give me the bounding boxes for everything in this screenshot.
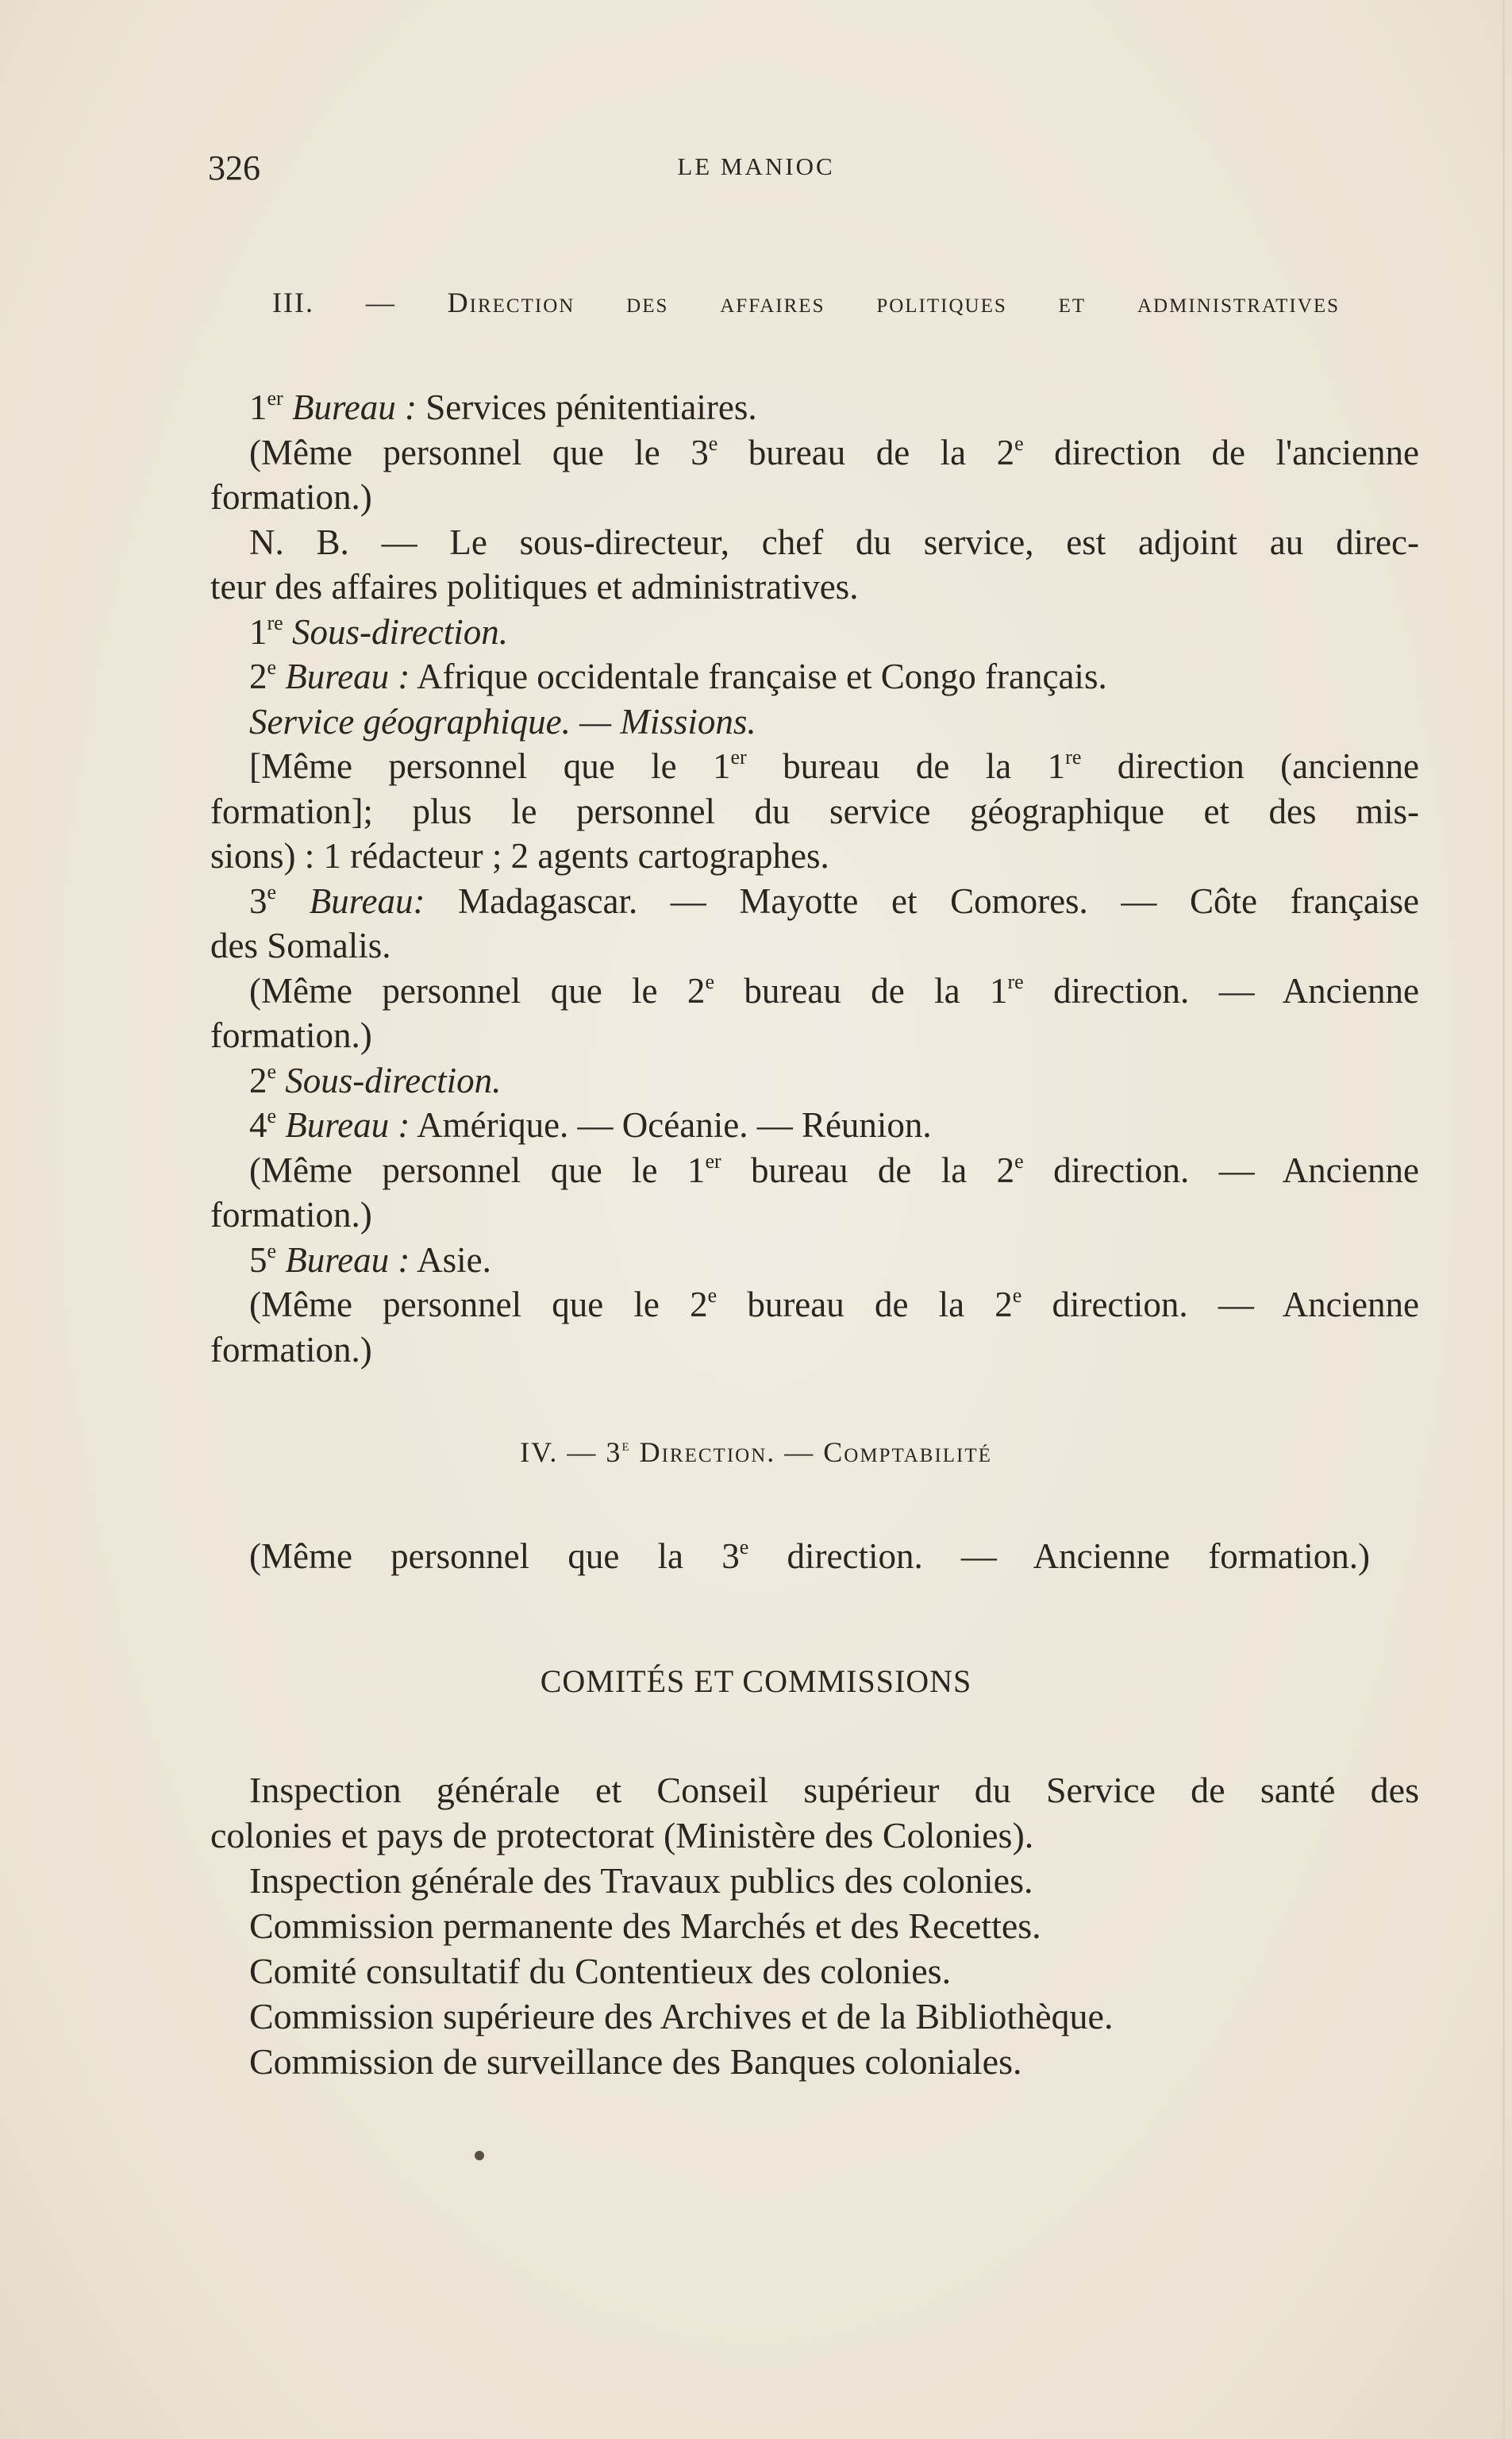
text-segment: direction. — Ancienne: [1023, 970, 1419, 1011]
italic-text: Bureau :: [276, 1239, 410, 1280]
text-segment: Commission de surveillance des Banques coloniales.: [249, 2041, 1022, 2082]
text-segment: 5: [249, 1239, 267, 1280]
text-segment: Inspection générale des Travaux publics des colonies.: [249, 1860, 1033, 1901]
text-segment: formation]; plus le personnel du service géographique et des mis-: [210, 791, 1419, 831]
text-line: [210, 1193, 1419, 1238]
text-segment: sions) : 1 rédacteur ; 2 agents cartographes.: [210, 836, 829, 876]
committees-heading: COMITÉS ET COMMISSIONS: [540, 1663, 972, 1699]
text-line: [210, 2039, 1419, 2084]
superscript: e: [267, 1104, 277, 1127]
page-edge: [1502, 0, 1505, 2439]
text-line: [210, 385, 1419, 430]
text-segment: N. B. — Le sous-directeur, chef du service, est adjoint au direc-: [249, 522, 1419, 562]
text-segment: bureau de la 1: [746, 746, 1066, 786]
text-segment: (Même personnel que le 1: [249, 1150, 706, 1190]
superscript: e: [705, 969, 714, 993]
superscript: e: [267, 1239, 277, 1262]
text-segment: direction. — Ancienne: [1021, 1285, 1419, 1324]
section-III-body: [210, 385, 1419, 1372]
text-line: [210, 1948, 1419, 1994]
italic-text: Bureau:: [276, 880, 425, 921]
text-segment: 2: [249, 1060, 267, 1100]
text-segment: formation.): [210, 1195, 372, 1235]
superscript: e: [267, 656, 277, 679]
text-segment: 4: [249, 1105, 267, 1145]
italic-text: Bureau :: [276, 657, 410, 696]
text-segment: bureau de la 2: [717, 1285, 1013, 1324]
section-IV-body: [249, 1534, 1370, 1579]
text-line: [210, 564, 1419, 610]
text-segment: bureau de la 2: [718, 432, 1015, 472]
text-segment: formation.): [210, 1329, 372, 1370]
text-line: [210, 1858, 1419, 1903]
page-number: 326: [208, 148, 260, 187]
text-line: [210, 520, 1419, 565]
heading-suffix: Direction. — Comptabilité: [630, 1436, 992, 1468]
text-segment: Services pénitentiaires.: [417, 387, 757, 427]
italic-text: Bureau :: [283, 387, 417, 427]
text-segment: 2: [249, 657, 267, 696]
text-segment: Inspection générale et Conseil supérieur du Service de santé des: [249, 1770, 1419, 1810]
text-line: [210, 1994, 1419, 2039]
text-segment: (Même personnel que le 2: [249, 1285, 708, 1324]
committees-list: [210, 1767, 1419, 2084]
heading-sup: e: [621, 1435, 631, 1455]
superscript: er: [730, 746, 747, 769]
text-line: [210, 654, 1419, 699]
text-line: [210, 1013, 1419, 1058]
italic-text: Service géographique. — Missions.: [249, 701, 756, 742]
text-line: [210, 430, 1419, 476]
text-line: [210, 879, 1419, 924]
text-segment: Commission permanente des Marchés et des Recettes.: [249, 1905, 1041, 1946]
superscript: e: [708, 431, 718, 455]
text-segment: direction. — Ancienne: [1023, 1150, 1419, 1190]
text-segment: [Même personnel que le 1: [249, 746, 731, 786]
text-line: [210, 1238, 1419, 1283]
text-line: [210, 1148, 1419, 1193]
text-line: [210, 1058, 1419, 1104]
text-line: [210, 1813, 1419, 1858]
superscript: e: [739, 1535, 749, 1559]
ink-speck: [475, 2151, 484, 2160]
text-segment: Asie.: [410, 1239, 491, 1280]
superscript: re: [1007, 969, 1024, 993]
text-segment: bureau de la 1: [714, 970, 1008, 1011]
text-segment: direction de l'ancienne: [1023, 432, 1420, 472]
text-line: [210, 1103, 1419, 1148]
text-segment: colonies et pays de protectorat (Ministère des Colonies).: [210, 1815, 1034, 1855]
text-line: [210, 1327, 1419, 1373]
text-segment: direction (ancienne: [1081, 746, 1420, 786]
text-line: [210, 744, 1419, 789]
text-segment: teur des affaires politiques et administratives.: [210, 567, 859, 607]
text-segment: des Somalis.: [210, 926, 391, 965]
text-line: [210, 789, 1419, 834]
heading-prefix: IV. — 3: [520, 1436, 622, 1468]
superscript: e: [1012, 1284, 1022, 1307]
section-heading-IV: [0, 1435, 1512, 1469]
text-segment: Amérique. — Océanie. — Réunion.: [410, 1105, 932, 1145]
text-segment: (Même personnel que le 3: [249, 432, 709, 472]
superscript: e: [267, 880, 277, 904]
text-line: [210, 1282, 1419, 1327]
superscript: re: [1065, 746, 1082, 769]
text-segment: 1: [249, 387, 267, 427]
text-segment: bureau de la 2: [721, 1150, 1015, 1190]
text-line: [249, 1534, 1370, 1579]
superscript: e: [1014, 431, 1024, 455]
text-segment: Comité consultatif du Contentieux des colonies.: [249, 1951, 952, 1991]
italic-text: Sous-direction.: [283, 611, 508, 652]
superscript: re: [267, 611, 283, 634]
text-segment: (Même personnel que le 2: [249, 970, 706, 1011]
superscript: er: [267, 387, 283, 410]
superscript: er: [705, 1149, 721, 1173]
text-segment: formation.): [210, 1015, 372, 1055]
text-segment: Commission supérieure des Archives et de la Bibliothèque.: [249, 1996, 1114, 2036]
text-line: [210, 923, 1419, 969]
text-line: [210, 699, 1419, 745]
superscript: e: [707, 1284, 718, 1307]
text-segment: formation.): [210, 477, 372, 517]
superscript: e: [1014, 1149, 1024, 1173]
italic-text: Sous-direction.: [276, 1060, 502, 1100]
text-line: [210, 1903, 1419, 1948]
text-line: [210, 969, 1419, 1014]
text-segment: (Même personnel que la 3: [249, 1536, 740, 1576]
text-segment: Afrique occidentale française et Congo français.: [410, 657, 1107, 696]
text-line: [210, 1767, 1419, 1813]
section-heading-III: III. — Direction des affaires politiques et administratives: [272, 287, 1340, 318]
text-segment: Madagascar. — Mayotte et Comores. — Côte française: [425, 880, 1420, 921]
text-line: [210, 475, 1419, 520]
superscript: e: [267, 1059, 277, 1083]
text-segment: direction. — Ancienne formation.): [748, 1536, 1371, 1576]
text-segment: 1: [249, 611, 267, 652]
text-segment: 3: [249, 880, 267, 921]
running-head: LE MANIOC: [677, 152, 835, 180]
text-line: [210, 834, 1419, 879]
italic-text: Bureau :: [276, 1105, 410, 1145]
text-line: [210, 610, 1419, 655]
